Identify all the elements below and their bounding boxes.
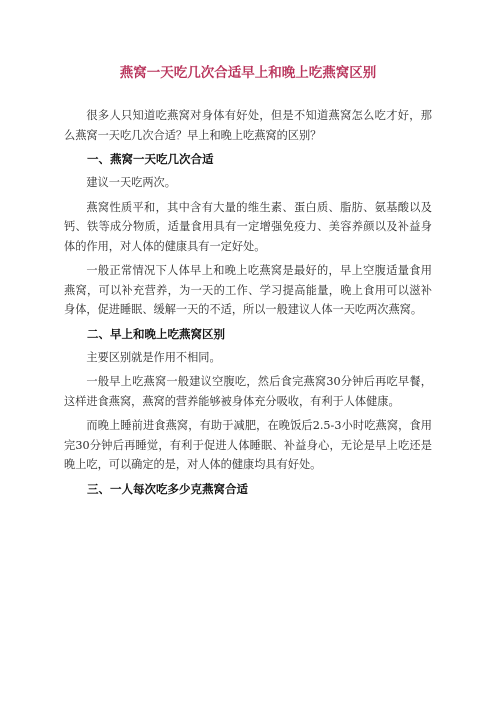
- body-paragraph: 而晚上睡前进食燕窝，有助于减肥，在晚饭后2.5-3小时吃燕窝，食用完30分钟后再睡觉，有利于促进人体睡眠、补益身心，无论是早上吃还是晚上吃，可以确定的是，对人体的健康均具有好处。: [64, 419, 432, 471]
- section-heading: 三、一人每次吃多少克燕窝合适: [87, 481, 248, 496]
- section-2: [64, 325, 432, 475]
- body-paragraph: 一般早上吃燕窝一般建议空腹吃，然后食完燕窝30分钟后再吃早餐，这样进食燕窝，燕窝的营养能够被身体充分吸收，有利于人体健康。: [64, 375, 432, 408]
- body-paragraph: 主要区别就是作用不相同。: [86, 350, 221, 364]
- section-3: [64, 480, 432, 499]
- body-paragraph: 一般正常情况下人体早上和晚上吃燕窝是最好的，早上空腹适量食用燕窝，可以补充营养，为一天的工作、学习提高能量，晚上食用可以滋补身体，促进睡眠、缓解一天的不适，所以一般建议人体一天吃两次燕窝。: [64, 264, 432, 316]
- document-title: 燕窝一天吃几次合适早上和晚上吃燕窝区别: [119, 65, 377, 81]
- section-heading: 一、燕窝一天吃几次合适: [87, 152, 214, 166]
- body-paragraph: 建议一天吃两次。: [86, 176, 176, 189]
- body-paragraph: 燕窝性质平和，其中含有大量的维生素、蛋白质、脂肪、氨基酸以及钙、铁等成分物质，适量食用具有一定增强免疫力、美容养颜以及补益身体的作用，对人体的健康具有一定好处。: [64, 200, 432, 253]
- intro-paragraph: 很多人只知道吃燕窝对身体有好处，但是不知道燕窝怎么吃才好，那么燕窝一天吃几次合适？早上和晚上吃燕窝的区别？: [64, 109, 432, 142]
- section-1: [64, 150, 432, 320]
- section-heading: 二、早上和晚上吃燕窝区别: [87, 326, 225, 341]
